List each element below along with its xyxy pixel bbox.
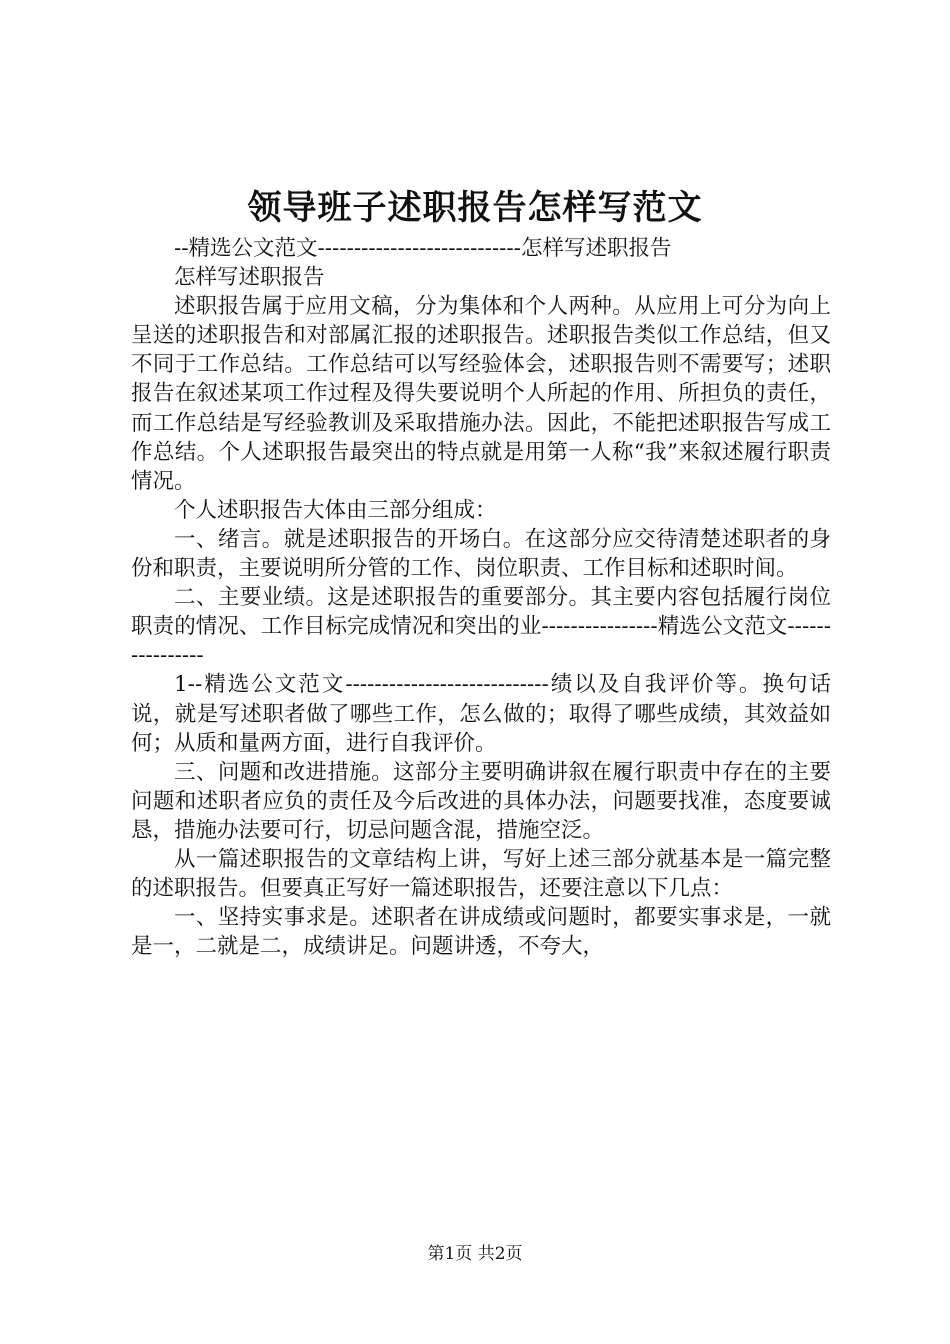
paragraph-header-line: --精选公文范文----------------------------怎样写述职报告 bbox=[174, 236, 672, 261]
paragraph-intro: 述职报告属于应用文稿，分为集体和个人两种。从应用上可分为向上呈送的述职报告和对部属汇报的述职报告。述职报告类似工作总结，但又不同于工作总结。工作总结可以写经验体会，述职报告则不需要写；述职报告在叙述某项工作过程及得失要说明个人所起的作用、所担负的责任，而工作总结是写经验教训及采取措施办法。因此，不能把述职报告写成工作总结。个人述职报告最突出的特点就是用第一人称“我”来叙述履行职责情况。 bbox=[131, 294, 831, 494]
paragraph-section-3: 三、问题和改进措施。这部分主要明确讲叙在履行职责中存在的主要问题和述职者应负的责任及今后改进的具体办法，问题要找准，态度要诚恳，措施办法要可行，切忌问题含混，措施空泛。 bbox=[131, 759, 831, 843]
paragraph-structure: 个人述职报告大体由三部分组成： bbox=[174, 497, 497, 523]
paragraph-section-1: 一、绪言。就是述职报告的开场白。在这部分应交待清楚述职者的身份和职责，主要说明所分管的工作、岗位职责、工作目标和述职时间。 bbox=[131, 526, 831, 582]
paragraph-point-1: 一、坚持实事求是。述职者在讲成绩或问题时，都要实事求是，一就是一，二就是二，成绩讲足。问题讲透，不夸大， bbox=[131, 905, 831, 960]
page-footer: 第1页 共2页 bbox=[427, 1244, 523, 1264]
paragraph-summary: 从一篇述职报告的文章结构上讲，写好上述三部分就基本是一篇完整的述职报告。但要真正写好一篇述职报告，还要注意以下几点： bbox=[131, 846, 831, 902]
paragraph-section-2-continued: 1--精选公文范文----------------------------绩以及自我评价等。换句话说，就是写述职者做了哪些工作，怎么做的；取得了哪些成绩，其效益如何；从质和量两方面，进行自我评价。 bbox=[131, 672, 831, 756]
paragraph-subtitle: 怎样写述职报告 bbox=[174, 265, 325, 291]
document-body bbox=[131, 234, 831, 961]
document-title: 领导班子述职报告怎样写范文 bbox=[247, 188, 703, 228]
paragraph-section-2: 二、主要业绩。这是述职报告的重要部分。其主要内容包括履行岗位职责的情况、工作目标完成情况和突出的业----------------精选公文范文---------------- bbox=[131, 585, 831, 669]
